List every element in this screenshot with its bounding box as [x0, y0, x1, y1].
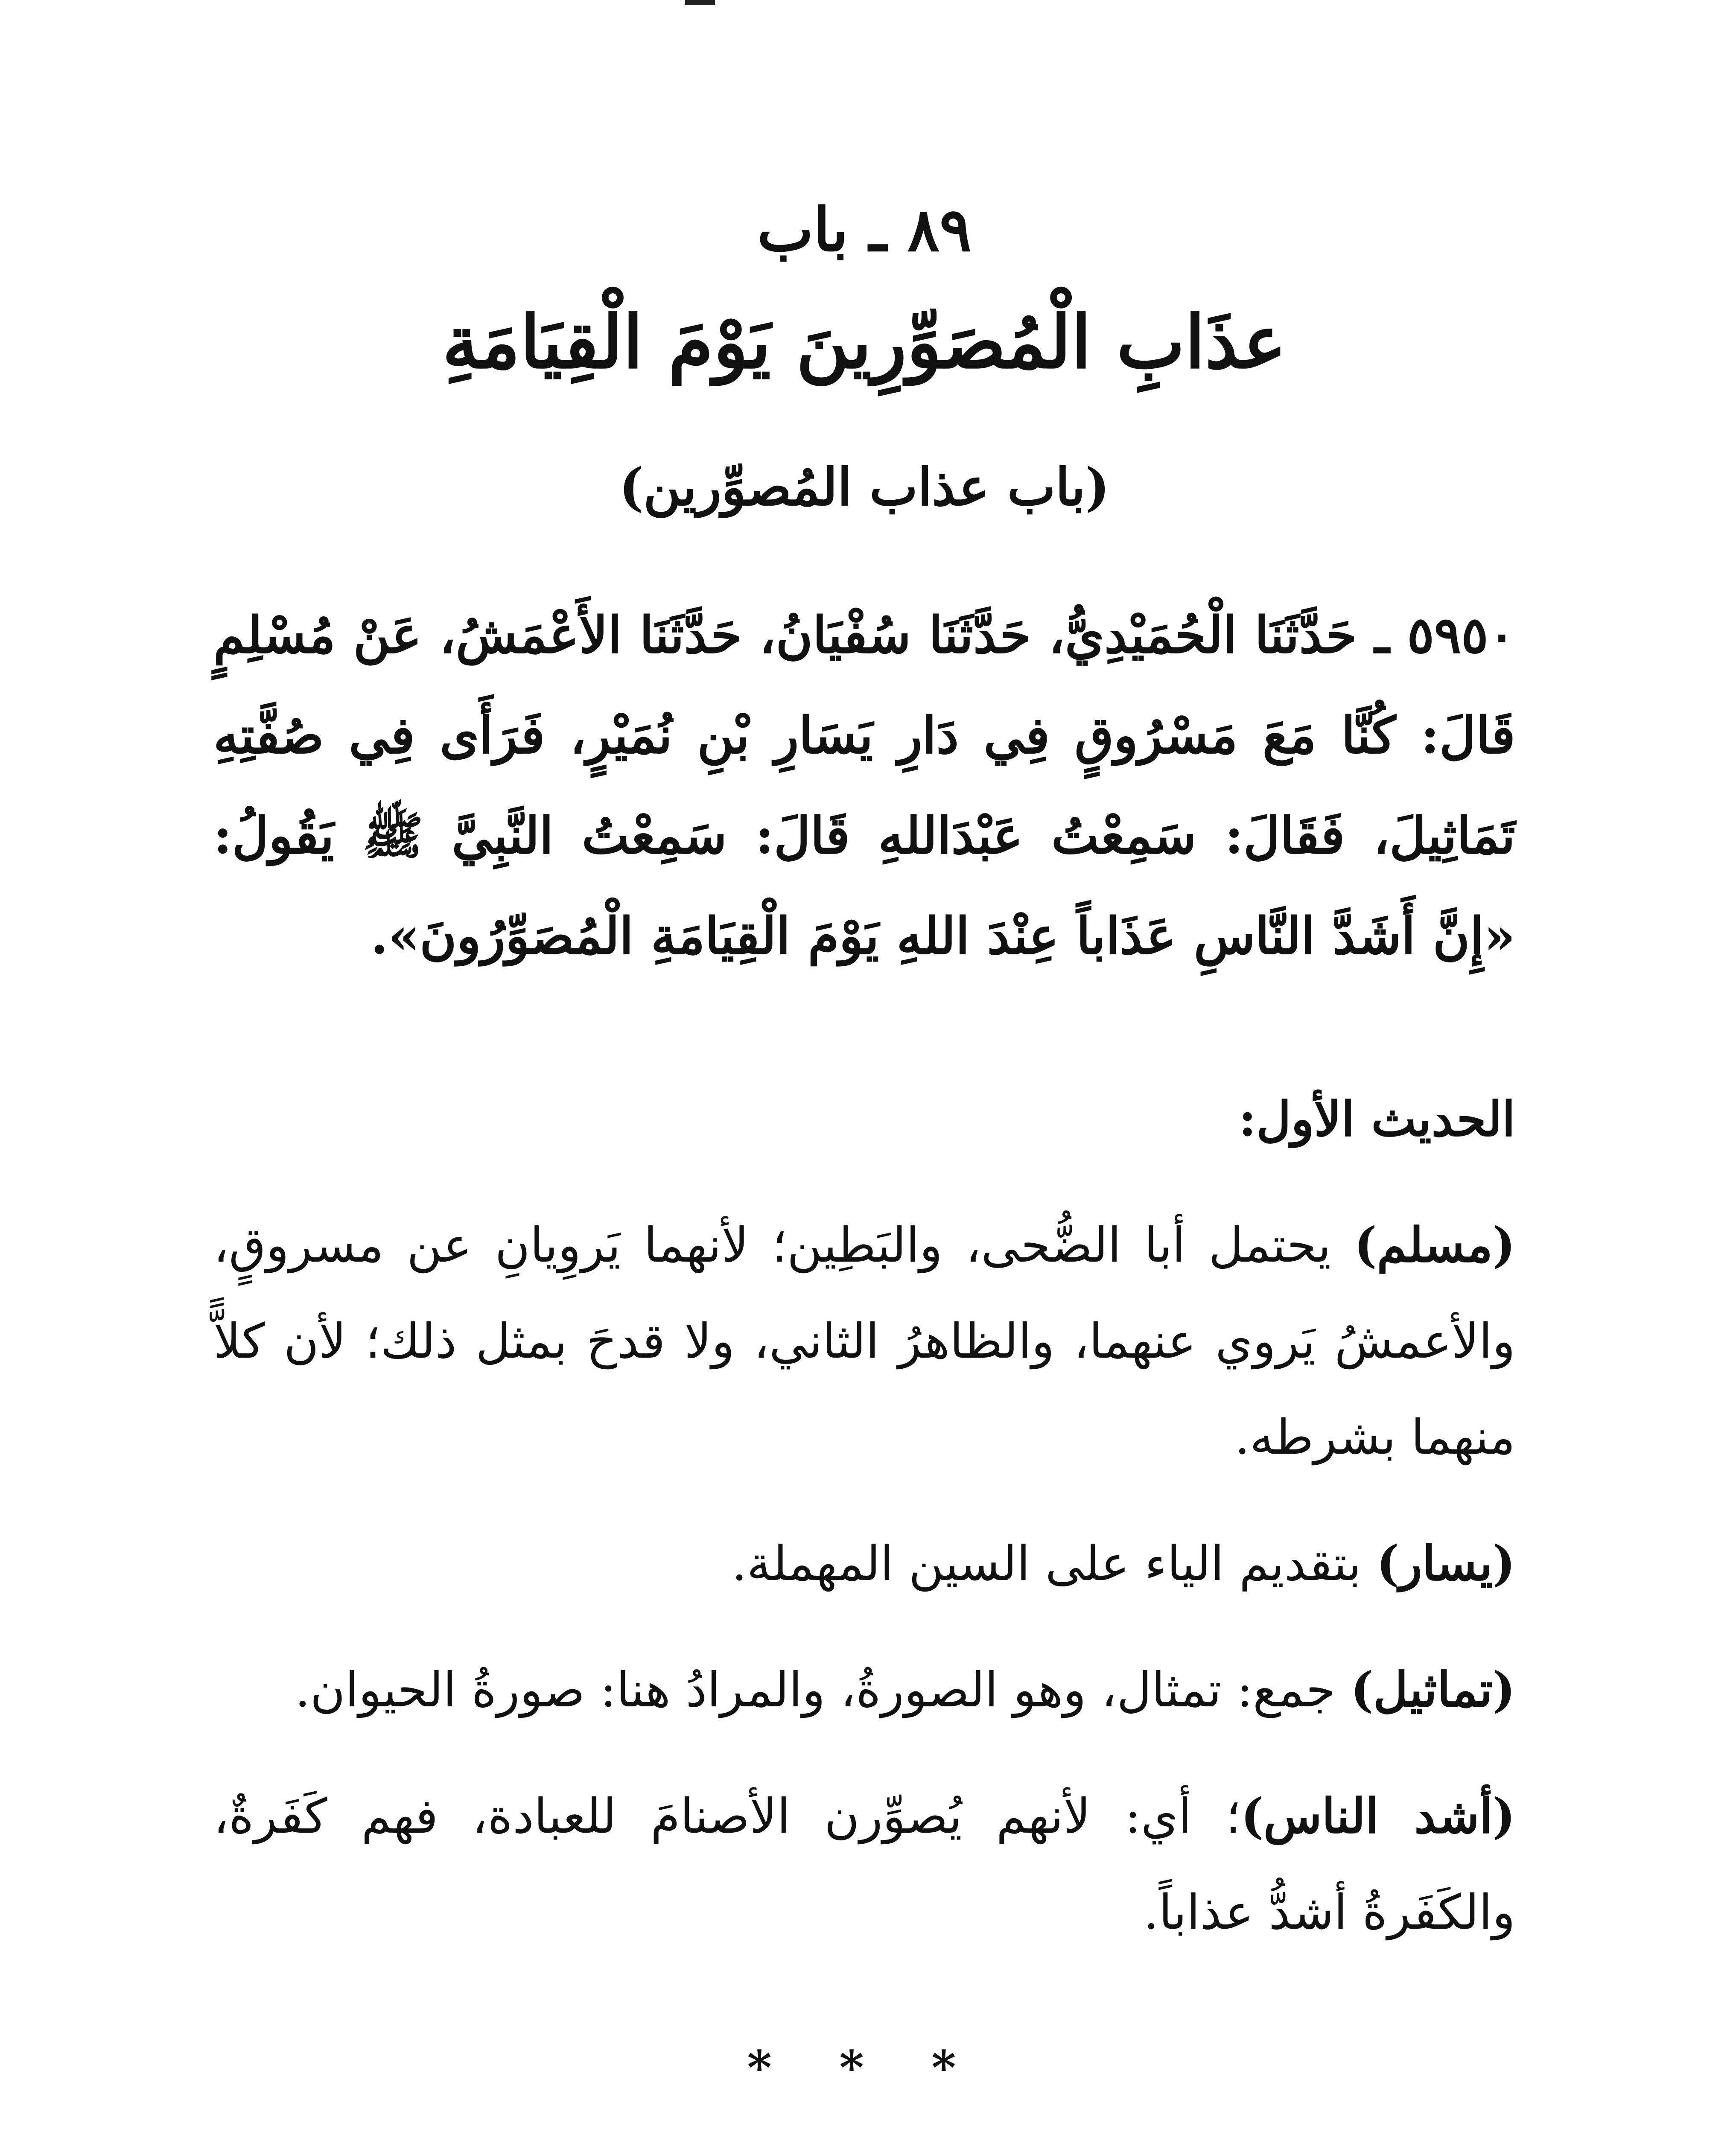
commentary-term: (يسار): [1376, 1536, 1515, 1592]
commentary-term: (تماثيل): [1351, 1662, 1515, 1718]
commentary-paragraph: [213, 1642, 1515, 1738]
commentary-text: جمع: تمثال، وهو الصورةُ، والمرادُ هنا: صورةُ الحيوان.: [295, 1662, 1351, 1718]
commentary-text: بتقديم الياء على السين المهملة.: [732, 1536, 1377, 1592]
book-page: [213, 0, 1515, 2134]
commentary-text: ؛ أي: لأنهم يُصوِّرن الأصنامَ للعبادة، فهم كَفَرةٌ، والكَفَرةُ أشدُّ عذاباً.: [213, 1789, 1515, 1940]
commentary-heading: الحديث الأول:: [1238, 1091, 1515, 1147]
commentary-section: [213, 1071, 1515, 1991]
commentary-paragraph: [213, 1768, 1515, 1961]
section-separator: * * *: [747, 2040, 982, 2095]
commentary-term: (مسلم): [1354, 1217, 1515, 1273]
commentary-term: (أشد الناس): [1241, 1788, 1515, 1844]
chapter-number: ٨٩ ـ باب: [757, 195, 972, 265]
commentary-text: يحتمل أبا الضُّحى، والبَطِين؛ لأنهما يَروِيانِ عن مسروقٍ، والأعمشُ يَروي عنهما، والظاهرُ الثاني، ولا قدحَ بمثل ذلك؛ لأن كلاًّ منهما بشرطه.: [213, 1218, 1515, 1465]
commentary-paragraph: [213, 1197, 1515, 1486]
chapter-subtitle: (باب عذاب المُصوِّرين): [619, 457, 1110, 517]
chapter-title: عذَابِ الْمُصَوِّرِينَ يَوْمَ الْقِيَامَةِ: [442, 300, 1287, 385]
commentary-paragraph: [213, 1516, 1515, 1612]
hadith-text: ٥٩٥٠ ـ حَدَّثَنَا الْحُمَيْدِيُّ، حَدَّثَنَا سُفْيَانُ، حَدَّثَنَا الأَعْمَشُ، عَنْ مُسْلِمٍ قَالَ: كُنَّا مَعَ مَسْرُوقٍ فِي دَارِ يَسَارِ بْنِ نُمَيْرٍ، فَرَأَى فِي صُفَّتِهِ تَمَاثِيلَ، فَقَالَ: سَمِعْتُ عَبْدَاللهِ قَالَ: سَمِعْتُ النَّبِيَّ ﷺ يَقُولُ: «إِنَّ أَشَدَّ النَّاسِ عَذَاباً عِنْدَ اللهِ يَوْمَ الْقِيَامَةِ الْمُصَوِّرُونَ».: [213, 605, 1515, 965]
